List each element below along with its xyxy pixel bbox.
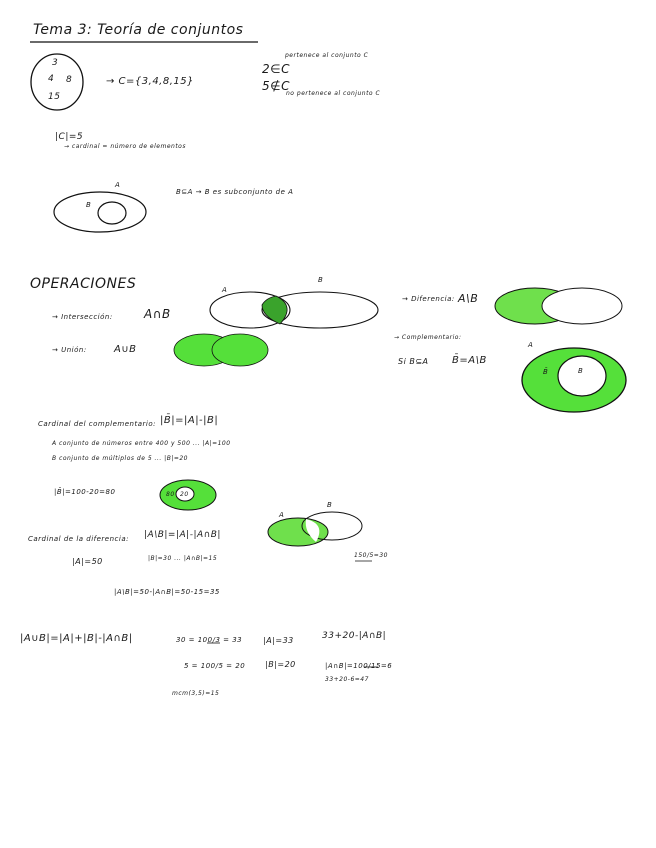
union-col3-line2: |A∩B|=100/15=6	[325, 662, 393, 670]
complement-region-label: B̄	[543, 368, 549, 376]
card-comp-formula: |B̄|=|A|-|B|	[160, 415, 219, 426]
union-col3-line1: 33+20-|A∩B|	[322, 631, 387, 641]
card-comp-result: |B̄|=100-20=80	[54, 488, 116, 496]
card-diff-a-label: A	[279, 511, 285, 519]
intersection-expr: A∩B	[144, 307, 171, 321]
card-comp-heading: Cardinal del complementario:	[38, 420, 156, 428]
card-comp-line2: B conjunto de múltiplos de 5 ... |B|=20	[52, 455, 189, 462]
set-element-2: 4	[48, 74, 55, 84]
venn-a-label: A	[222, 286, 228, 294]
card-diff-fraction: 150/5=30	[354, 552, 388, 559]
subset-inner-ellipse	[98, 202, 126, 224]
complement-inner-ellipse	[558, 356, 606, 396]
complement-label: → Complementario:	[394, 334, 462, 341]
card-diff-result: |A\B|=50-|A∩B|=50-15=35	[114, 588, 220, 596]
union-expr: A∪B	[114, 344, 137, 355]
set-definition: → C={3,4,8,15}	[106, 76, 194, 87]
card-diff-line-a: |A|=50	[72, 557, 103, 566]
belongs-note: pertenece al conjunto C	[285, 52, 369, 59]
set-element-4: 15	[48, 92, 61, 102]
set-element-1: 3	[52, 58, 59, 68]
operaciones-heading: OPERACIONES	[30, 276, 137, 292]
card-diff-line-b: |B|=30 ... |A∩B|=15	[148, 555, 218, 562]
union-col1-line1: 30 = 100/3 = 33	[176, 636, 243, 644]
set-element-3: 8	[66, 75, 73, 85]
subset-outer-ellipse	[54, 192, 146, 232]
subset-text: B⊆A → B es subconjunto de A	[176, 188, 294, 196]
complement-expr: B̄=A\B	[452, 355, 487, 366]
cardinal-note: → cardinal = número de elementos	[64, 143, 186, 150]
union-col2-line1: |A|=33	[263, 636, 294, 645]
card-comp-fig-outer: 80	[166, 491, 175, 498]
card-comp-fig-inner: 20	[180, 491, 189, 498]
union-col1-line2: 5 = 100/5 = 20	[184, 662, 246, 670]
page-title: Tema 3: Teoría de conjuntos	[33, 22, 244, 38]
difference-venn-b	[542, 288, 622, 324]
union-col3-line3: 33+20-6=47	[325, 676, 369, 683]
union-card-formula: |A∪B|=|A|+|B|-|A∩B|	[20, 633, 133, 644]
complement-inner-label: B	[578, 367, 584, 375]
intersection-label: → Intersección:	[52, 313, 113, 321]
union-venn-b	[212, 334, 268, 366]
card-diff-formula: |A\B|=|A|-|A∩B|	[144, 530, 221, 540]
union-label: → Unión:	[52, 346, 87, 354]
subset-inner-label: B	[86, 201, 92, 209]
union-col1-line3: mcm(3,5)=15	[172, 690, 220, 697]
difference-label: → Diferencia:	[402, 295, 455, 303]
venn-b-label: B	[318, 276, 324, 284]
union-col2-line2: |B|=20	[265, 660, 296, 669]
card-diff-heading: Cardinal de la diferencia:	[28, 535, 129, 543]
card-diff-b-label: B	[327, 501, 333, 509]
not-belongs-expr: 5∉C	[262, 79, 290, 93]
not-belongs-note: no pertenece al conjunto C	[286, 90, 381, 97]
complement-outer-label: A	[528, 341, 534, 349]
complement-condition: Si B⊆A	[398, 357, 429, 366]
difference-expr: A\B	[458, 292, 479, 305]
card-comp-line1: A conjunto de números entre 400 y 500 ... |A|=100	[52, 440, 231, 447]
belongs-expr: 2∈C	[262, 62, 290, 76]
cardinal-expr: |C|=5	[55, 132, 84, 142]
subset-outer-label: A	[115, 181, 121, 189]
